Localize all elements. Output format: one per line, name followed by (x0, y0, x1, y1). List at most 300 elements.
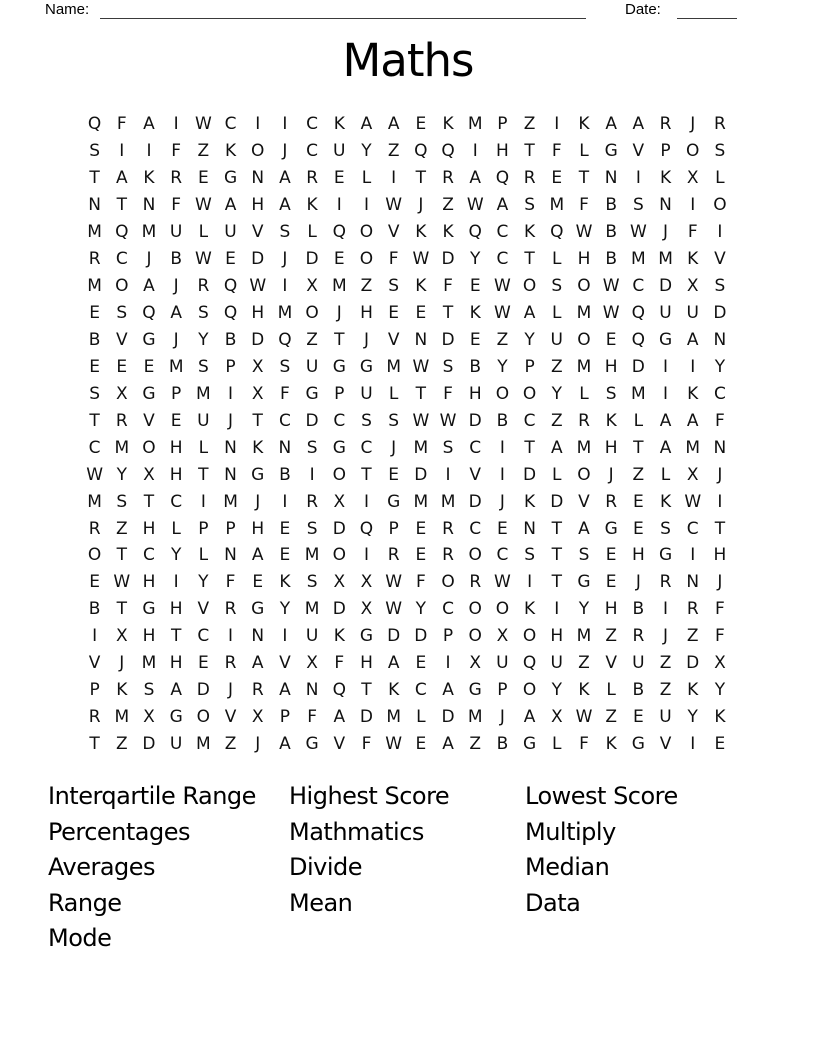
grid-letter: B (605, 195, 617, 216)
grid-letter: K (252, 437, 264, 458)
grid-letter: W (194, 249, 212, 270)
grid-letter: I (173, 572, 179, 593)
grid-letter: O (332, 545, 346, 566)
grid-letter: E (415, 114, 427, 135)
grid-letter: K (442, 222, 454, 243)
grid-letter: A (605, 114, 617, 135)
grid-letter: E (89, 356, 100, 377)
grid-letter: N (604, 168, 618, 189)
grid-letter: G (332, 437, 346, 458)
grid-letter: I (445, 653, 451, 674)
grid-letter: R (88, 707, 101, 728)
grid-letter: Z (306, 329, 318, 350)
grid-letter: Q (631, 303, 646, 324)
grid-letter: C (278, 410, 291, 431)
grid-letter: S (388, 410, 400, 431)
grid-letter: M (631, 383, 646, 404)
grid-letter: H (713, 545, 727, 566)
grid-letter: M (87, 491, 102, 512)
grid-letter: M (168, 356, 184, 377)
grid-letter: R (659, 572, 672, 593)
grid-letter: X (306, 276, 318, 297)
grid-letter: J (635, 572, 641, 593)
grid-letter: I (146, 141, 152, 162)
grid-letter: B (279, 464, 291, 485)
grid-letter: L (416, 707, 426, 728)
grid-letter: S (116, 303, 128, 324)
grid-letter: X (469, 653, 482, 674)
grid-letter: M (386, 356, 401, 377)
grid-letter: R (659, 114, 672, 135)
grid-letter: E (279, 545, 291, 566)
grid-letter: M (467, 114, 483, 135)
grid-letter: H (142, 572, 156, 593)
grid-letter: C (115, 249, 128, 270)
grid-letter: U (169, 734, 183, 755)
grid-letter: O (495, 599, 510, 620)
grid-letter: I (445, 464, 451, 485)
grid-letter: W (412, 249, 430, 270)
grid-letter: M (467, 707, 483, 728)
grid-letter: I (527, 572, 533, 593)
grid-letter: K (442, 114, 454, 135)
grid-letter: L (660, 464, 671, 485)
grid-letter: S (279, 222, 291, 243)
grid-letter: L (579, 383, 589, 404)
grid-letter: U (550, 653, 563, 674)
grid-letter: I (363, 545, 369, 566)
grid-letter: V (115, 329, 128, 350)
grid-letter: T (415, 383, 427, 404)
grid-letter: E (605, 572, 617, 593)
grid-letter: J (255, 491, 261, 512)
grid-letter: T (524, 437, 535, 458)
grid-letter: L (198, 545, 209, 566)
grid-letter: M (196, 383, 211, 404)
word-list-item: Lowest Score (525, 782, 678, 810)
grid-letter: W (684, 491, 702, 512)
grid-letter: D (387, 626, 401, 647)
grid-letter: H (631, 545, 645, 566)
grid-letter: A (224, 195, 237, 216)
grid-letter: R (469, 572, 482, 593)
grid-letter: O (522, 626, 537, 647)
grid-letter: M (87, 276, 102, 297)
grid-letter: L (198, 437, 209, 458)
grid-letter: F (415, 572, 426, 593)
grid-letter: C (632, 276, 645, 297)
grid-letter: I (717, 491, 723, 512)
grid-letter: Z (115, 734, 128, 755)
grid-letter: M (386, 707, 401, 728)
grid-letter: I (173, 114, 179, 135)
grid-letter: U (496, 653, 509, 674)
word-list-item: Mathmatics (289, 817, 424, 846)
grid-letter: P (171, 383, 182, 404)
grid-letter: W (385, 195, 403, 216)
grid-letter: Z (605, 707, 617, 728)
grid-letter: N (305, 680, 319, 701)
grid-letter: J (608, 464, 614, 485)
grid-letter: O (332, 464, 346, 485)
grid-letter: I (92, 626, 98, 647)
grid-letter: E (415, 653, 427, 674)
grid-letter: G (142, 329, 156, 350)
grid-letter: X (251, 383, 264, 404)
grid-letter: Y (578, 599, 590, 620)
grid-letter: O (577, 329, 591, 350)
grid-letter: G (658, 329, 673, 350)
grid-letter: C (170, 491, 183, 512)
grid-letter: T (89, 410, 100, 431)
grid-letter: K (687, 383, 699, 404)
grid-letter: T (89, 734, 100, 755)
grid-letter: Q (468, 222, 482, 243)
grid-letter: K (388, 680, 400, 701)
grid-letter: O (305, 303, 319, 324)
grid-letter: E (632, 518, 644, 539)
grid-letter: W (86, 464, 103, 485)
grid-letter: T (198, 464, 209, 485)
grid-letter: I (472, 141, 478, 162)
grid-letter: H (251, 303, 265, 324)
grid-letter: C (496, 249, 509, 270)
grid-letter: F (334, 653, 345, 674)
grid-letter: T (89, 168, 100, 189)
grid-letter: R (170, 168, 183, 189)
grid-letter: E (252, 572, 264, 593)
grid-letter: A (496, 195, 509, 216)
grid-letter: R (714, 114, 726, 135)
grid-letter: M (631, 249, 646, 270)
grid-letter: G (305, 734, 319, 755)
grid-letter: A (387, 114, 400, 135)
grid-letter: C (197, 626, 210, 647)
grid-letter: O (686, 141, 700, 162)
grid-letter: I (119, 141, 125, 162)
grid-letter: S (578, 545, 590, 566)
grid-letter: E (333, 168, 345, 189)
grid-letter: K (306, 195, 318, 216)
grid-letter: T (578, 168, 590, 189)
grid-letter: X (251, 707, 264, 728)
grid-letter: M (658, 249, 673, 270)
grid-letter: D (251, 329, 265, 350)
grid-letter: H (360, 653, 373, 674)
grid-letter: V (88, 653, 101, 674)
grid-letter: O (522, 276, 537, 297)
grid-letter: S (442, 437, 454, 458)
grid-letter: D (305, 249, 319, 270)
grid-letter: E (143, 356, 155, 377)
grid-letter: N (414, 329, 428, 350)
grid-letter: I (228, 383, 234, 404)
word-search-grid (81, 111, 734, 758)
grid-letter: E (197, 653, 209, 674)
grid-letter: D (713, 303, 727, 324)
grid-letter: H (251, 518, 265, 539)
grid-letter: M (304, 545, 320, 566)
grid-letter: I (363, 491, 369, 512)
word-list-item: Interqartile Range (48, 782, 256, 810)
grid-letter: T (551, 545, 562, 566)
grid-letter: D (414, 626, 428, 647)
grid-letter: S (551, 276, 563, 297)
grid-letter: A (143, 114, 155, 135)
grid-letter: H (604, 356, 618, 377)
grid-letter: N (713, 437, 727, 458)
grid-letter: D (441, 329, 455, 350)
grid-letter: V (578, 491, 590, 512)
grid-letter: Y (687, 707, 698, 728)
grid-letter: O (251, 141, 265, 162)
grid-letter: D (414, 464, 428, 485)
grid-letter: O (87, 545, 102, 566)
grid-letter: P (524, 356, 535, 377)
grid-letter: J (228, 410, 234, 431)
grid-letter: Q (495, 168, 510, 189)
grid-letter: S (714, 276, 726, 297)
grid-letter: N (88, 195, 101, 216)
grid-letter: I (228, 626, 234, 647)
grid-letter: F (388, 249, 399, 270)
grid-letter: K (279, 572, 291, 593)
grid-letter: S (714, 141, 726, 162)
grid-letter: R (251, 680, 264, 701)
grid-letter: A (279, 168, 291, 189)
grid-letter: I (717, 222, 723, 243)
grid-letter: P (334, 383, 345, 404)
grid-letter: T (334, 329, 345, 350)
grid-letter: J (282, 141, 288, 162)
grid-letter: C (469, 437, 482, 458)
grid-letter: C (333, 410, 346, 431)
grid-letter: W (575, 222, 593, 243)
grid-letter: L (552, 464, 562, 485)
grid-letter: T (415, 168, 427, 189)
grid-letter: M (576, 303, 592, 324)
grid-letter: L (715, 168, 725, 189)
grid-letter: Y (198, 572, 209, 593)
grid-letter: Q (115, 222, 129, 243)
grid-letter: Y (551, 383, 562, 404)
grid-letter: R (442, 545, 454, 566)
grid-letter: G (223, 168, 238, 189)
grid-letter: S (197, 356, 209, 377)
grid-letter: K (116, 680, 128, 701)
grid-letter: W (466, 195, 484, 216)
grid-letter: O (196, 707, 211, 728)
grid-letter: V (387, 329, 400, 350)
grid-letter: F (361, 734, 372, 755)
grid-letter: S (89, 383, 100, 404)
grid-letter: B (496, 410, 509, 431)
grid-letter: A (170, 680, 182, 701)
grid-letter: X (360, 599, 373, 620)
grid-letter: I (635, 168, 641, 189)
grid-letter: B (224, 329, 237, 350)
grid-letter: F (116, 114, 127, 135)
grid-letter: X (143, 707, 155, 728)
grid-letter: L (552, 303, 562, 324)
grid-letter: J (173, 329, 179, 350)
grid-letter: M (141, 222, 157, 243)
grid-letter: B (632, 680, 645, 701)
grid-letter: Y (361, 141, 372, 162)
grid-letter: R (605, 491, 618, 512)
grid-letter: W (602, 303, 620, 324)
grid-letter: M (576, 356, 592, 377)
grid-letter: H (169, 464, 183, 485)
grid-letter: P (225, 518, 236, 539)
grid-letter: W (602, 276, 620, 297)
grid-letter: Z (469, 734, 482, 755)
grid-letter: N (686, 572, 700, 593)
grid-letter: A (550, 437, 563, 458)
grid-letter: E (89, 303, 100, 324)
grid-letter: G (251, 464, 265, 485)
grid-letter: N (713, 329, 727, 350)
grid-letter: F (579, 734, 589, 755)
grid-letter: M (223, 491, 238, 512)
grid-letter: Z (197, 141, 210, 162)
word-list-item: Divide (289, 853, 363, 882)
grid-letter: L (633, 410, 644, 431)
grid-letter: Z (224, 734, 237, 755)
grid-letter: W (412, 356, 430, 377)
grid-letter: A (279, 680, 291, 701)
grid-letter: L (552, 249, 562, 270)
grid-letter: C (523, 410, 536, 431)
grid-letter: Z (360, 276, 373, 297)
word-list-item: Multiply (525, 817, 616, 846)
grid-letter: J (499, 491, 505, 512)
grid-letter: G (523, 734, 537, 755)
grid-letter: J (663, 222, 669, 243)
grid-letter: C (88, 437, 101, 458)
grid-letter: T (116, 195, 127, 216)
grid-letter: W (194, 114, 212, 135)
grid-letter: S (361, 410, 372, 431)
grid-letter: E (89, 572, 100, 593)
grid-letter: T (551, 518, 562, 539)
grid-letter: V (469, 464, 482, 485)
grid-letter: E (415, 734, 427, 755)
grid-letter: A (442, 680, 454, 701)
grid-letter: N (251, 626, 265, 647)
grid-letter: G (604, 518, 618, 539)
grid-letter: I (690, 734, 696, 755)
grid-letter: Y (714, 356, 726, 377)
grid-letter: Y (497, 356, 508, 377)
grid-letter: D (332, 518, 346, 539)
grid-letter: P (442, 626, 454, 647)
grid-letter: F (225, 572, 236, 593)
grid-letter: F (715, 410, 725, 431)
grid-letter: R (224, 653, 237, 674)
grid-letter: S (279, 356, 291, 377)
grid-letter: W (494, 276, 511, 297)
grid-letter: M (413, 437, 429, 458)
grid-letter: S (143, 680, 155, 701)
grid-letter: M (196, 734, 211, 755)
grid-letter: I (282, 626, 288, 647)
grid-letter: U (659, 707, 672, 728)
grid-letter: O (468, 545, 482, 566)
grid-letter: L (361, 168, 372, 189)
grid-letter: G (387, 491, 401, 512)
grid-letter: I (255, 114, 261, 135)
grid-letter: X (115, 626, 128, 647)
grid-letter: G (169, 707, 183, 728)
grid-letter: S (306, 437, 318, 458)
grid-letter: D (441, 707, 455, 728)
grid-letter: E (170, 410, 182, 431)
grid-letter: O (522, 383, 537, 404)
grid-letter: Z (442, 195, 454, 216)
grid-letter: A (659, 410, 672, 431)
grid-letter: K (605, 410, 617, 431)
grid-letter: H (169, 437, 183, 458)
grid-letter: C (306, 141, 319, 162)
grid-letter: B (170, 249, 182, 270)
grid-letter: E (605, 329, 617, 350)
grid-letter: V (224, 707, 237, 728)
grid-letter: B (605, 222, 617, 243)
grid-letter: G (142, 383, 156, 404)
grid-letter: X (306, 653, 318, 674)
grid-letter: V (251, 222, 264, 243)
grid-letter: S (605, 383, 617, 404)
grid-letter: H (468, 383, 482, 404)
grid-letter: I (282, 114, 288, 135)
grid-letter: O (115, 276, 129, 297)
grid-letter: I (663, 599, 669, 620)
grid-letter: C (306, 114, 319, 135)
grid-letter: F (443, 276, 453, 297)
grid-letter: T (116, 545, 127, 566)
grid-letter: A (469, 168, 482, 189)
grid-letter: R (442, 518, 454, 539)
grid-letter: I (690, 195, 696, 216)
grid-letter: F (171, 141, 182, 162)
grid-letter: K (714, 707, 726, 728)
grid-letter: F (307, 707, 317, 728)
grid-letter: U (305, 356, 319, 377)
grid-letter: O (468, 626, 482, 647)
grid-letter: A (251, 653, 264, 674)
grid-letter: A (251, 545, 264, 566)
grid-letter: V (197, 599, 210, 620)
grid-letter: Y (415, 599, 427, 620)
grid-letter: A (279, 195, 291, 216)
grid-letter: O (359, 222, 374, 243)
grid-letter: G (142, 599, 156, 620)
grid-letter: Q (332, 222, 346, 243)
grid-letter: L (171, 518, 181, 539)
grid-letter: J (336, 303, 342, 324)
grid-letter: D (468, 491, 482, 512)
grid-letter: R (523, 168, 536, 189)
grid-letter: Q (414, 141, 428, 162)
grid-letter: E (415, 545, 427, 566)
grid-letter: J (663, 626, 669, 647)
name-label: Name: (45, 1, 90, 18)
grid-letter: U (333, 141, 346, 162)
grid-letter: U (197, 410, 210, 431)
grid-letter: D (196, 680, 210, 701)
grid-letter: I (554, 599, 560, 620)
